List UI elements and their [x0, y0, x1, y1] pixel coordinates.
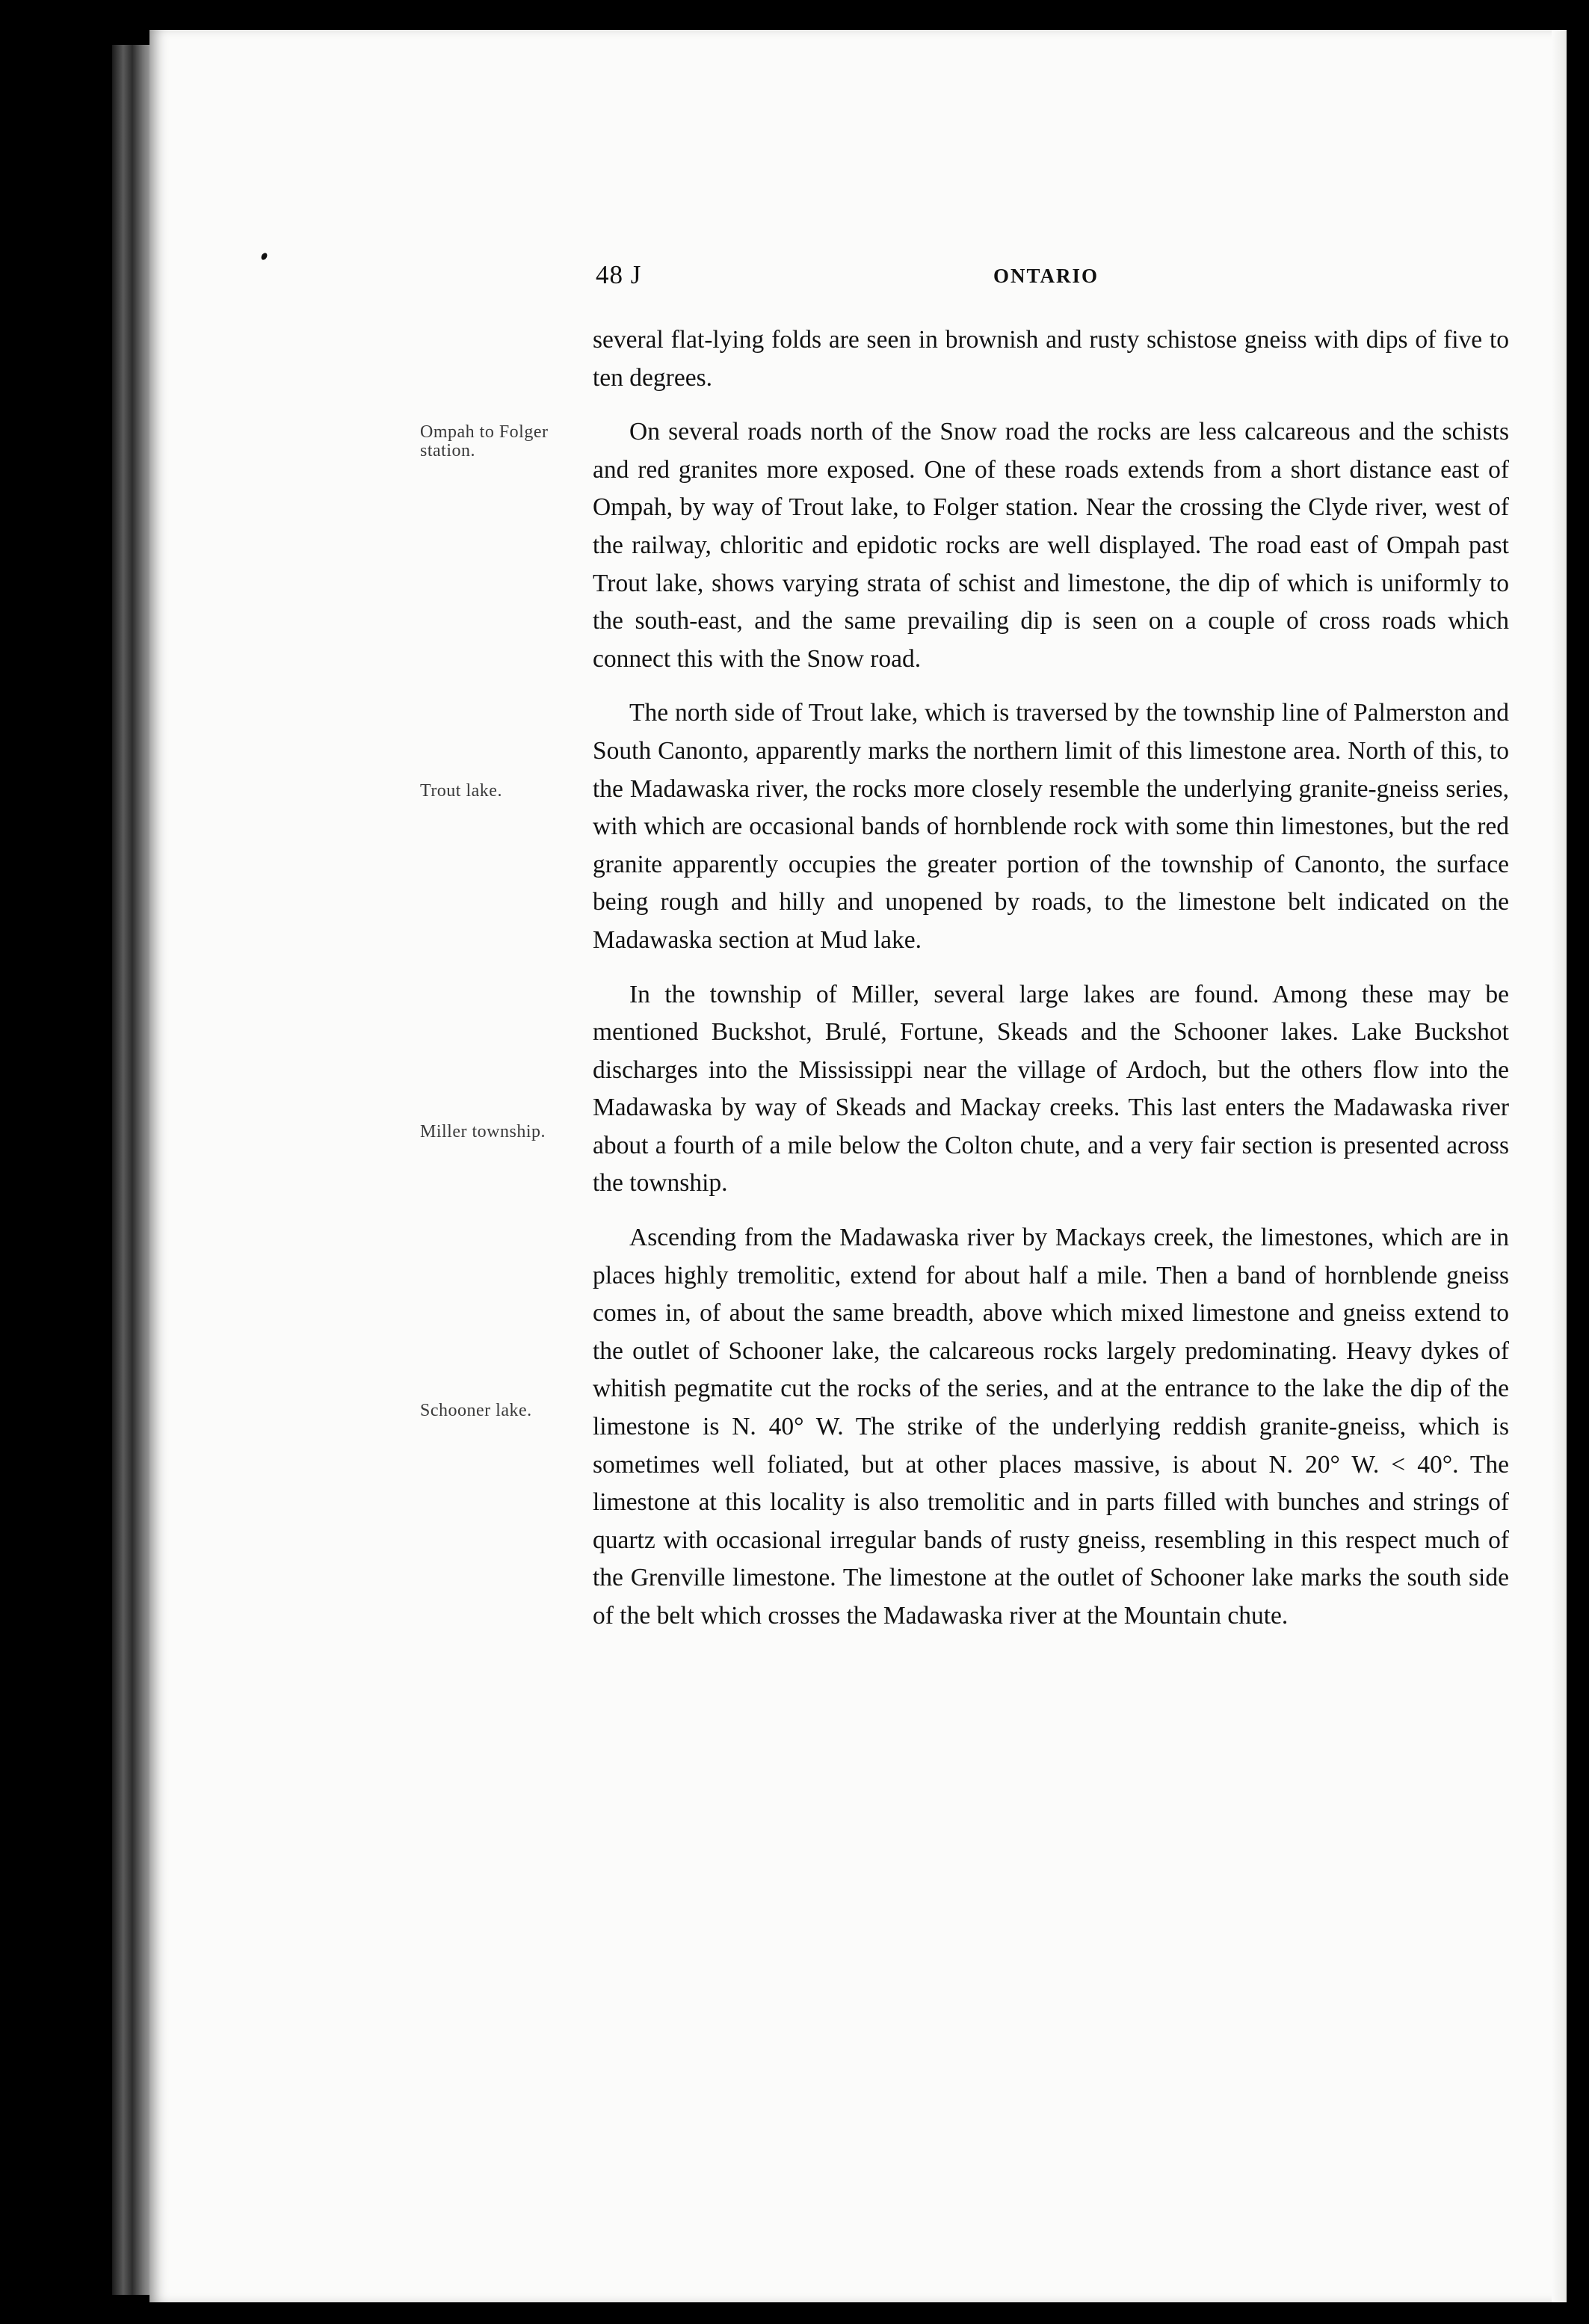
side-note-schooner-lake: Schooner lake.	[420, 1401, 532, 1420]
body-text	[593, 321, 1509, 1652]
paragraph-miller-township: In the township of Miller, several large lakes are found. Among these may be mentioned Buckshot, Brulé, Fortune, Skeads and the Schooner lakes. Lake Buckshot discharges into the Mississippi near the village of Ardoch, but the others flow into the Madawaska by way of Skeads and Mackay creeks. This last enters the Madawaska river about a fourth of a mile below the Colton chute, and a very fair section is presented across the township.	[593, 980, 1509, 1198]
page-number: 48 J	[596, 260, 642, 289]
side-note-ompah: Ompah to Folger station.	[420, 422, 549, 460]
paragraph-continued: several flat-lying folds are seen in brownish and rusty schistose gneiss with dips of five to ten degrees.	[593, 326, 1509, 392]
side-note-trout-lake: Trout lake.	[420, 781, 502, 801]
running-title: ONTARIO	[993, 265, 1099, 287]
running-head	[596, 260, 1509, 298]
side-note-miller-township: Miller township.	[420, 1122, 546, 1141]
paragraph-ompah-roads: On several roads north of the Snow road the rocks are less calcareous and the schists and red granites more exposed. One of these roads extends from a short distance east of Ompah, by way of Trout lake, to Folger station. Near the crossing the Clyde river, west of the railway, chloritic and epidotic rocks are well displayed. The road east of Ompah past Trout lake, shows varying strata of schist and limestone, the dip of which is uniformly to the south-east, and the same prevailing dip is seen on a couple of cross roads which connect this with the Snow road.	[593, 418, 1509, 673]
paragraph-schooner-lake: Ascending from the Madawaska river by Mackays creek, the limestones, which are in places highly tremolitic, extend for about half a mile. Then a band of hornblende gneiss comes in, of about the same breadth, above which mixed limestone and gneiss extend to the outlet of Schooner lake, the calcareous rocks largely predominating. Heavy dykes of whitish pegmatite cut the rocks of the series, and at the entrance to the lake the dip of the limestone is N. 40° W. The strike of the underlying reddish granite-gneiss, which is sometimes well foliated, but at other places massive, is about N. 20° W. < 40°. The limestone at this locality is also tremolitic and in parts filled with bunches and strings of quartz with occasional irregular bands of rusty gneiss, resembling in this respect much of the Grenville limestone. The limestone at the outlet of Schooner lake marks the south side of the belt which crosses the Madawaska river at the Mountain chute.	[593, 1224, 1509, 1630]
paragraph-trout-lake: The north side of Trout lake, which is traversed by the township line of Palmerston and South Canonto, apparently marks the northern limit of this limestone area. North of this, to the Madawaska river, the rocks more closely resemble the underlying granite-gneiss series, with which are occasional bands of hornblende rock with some thin limestones, but the red granite apparently occupies the greater portion of the township of Canonto, the surface being rough and hilly and unopened by roads, to the limestone belt indicated on the Madawaska section at Mud lake.	[593, 699, 1509, 954]
page-edge-shadow	[1552, 30, 1567, 2302]
